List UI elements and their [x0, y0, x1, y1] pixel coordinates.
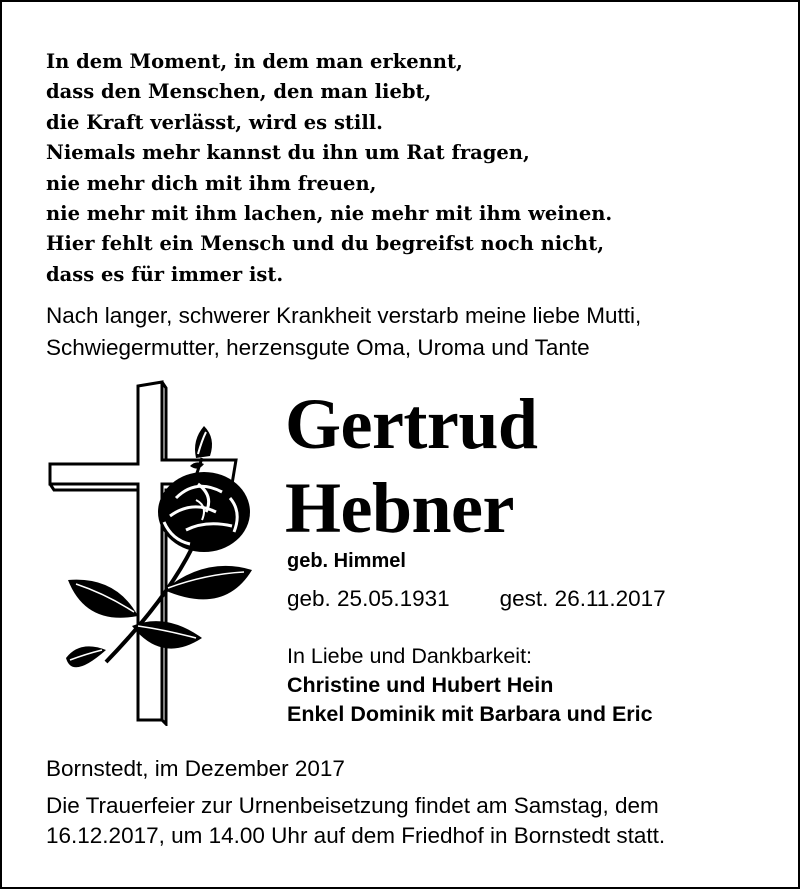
poem-line: Niemals mehr kannst du ihn um Rat fragen,	[46, 141, 530, 165]
mourners-line: Enkel Dominik mit Barbara und Eric	[287, 702, 653, 726]
birth-date: geb. 25.05.1931	[287, 586, 450, 611]
life-dates	[287, 586, 666, 612]
place-date: Bornstedt, im Dezember 2017	[46, 756, 345, 781]
mourners-heading: In Liebe und Dankbarkeit:	[287, 644, 533, 668]
last-name: Hebner	[285, 468, 514, 548]
poem-line: dass es für immer ist.	[46, 262, 284, 286]
intro-text	[46, 300, 641, 363]
poem-line: Hier fehlt ein Mensch und du begreifst noch nicht,	[46, 232, 605, 256]
intro-line: Schwiegermutter, herzensgute Oma, Uroma und Tante	[46, 334, 590, 360]
poem	[46, 47, 612, 290]
funeral-line: Die Trauerfeier zur Urnenbeisetzung findet am Samstag, dem	[46, 793, 659, 818]
first-name: Gertrud	[285, 384, 538, 464]
mourners-line: Christine und Hubert Hein	[287, 673, 554, 697]
birth-name: geb. Himmel	[287, 550, 406, 572]
funeral-line: 16.12.2017, um 14.00 Uhr auf dem Friedhof in Bornstedt statt.	[46, 823, 666, 848]
deceased-name	[285, 382, 537, 550]
intro-line: Nach langer, schwerer Krankheit verstarb meine liebe Mutti,	[46, 303, 642, 328]
poem-line: In dem Moment, in dem man erkennt,	[46, 50, 463, 73]
poem-line: nie mehr dich mit ihm freuen,	[46, 171, 377, 195]
death-date: gest. 26.11.2017	[499, 586, 666, 611]
poem-line: die Kraft verlässt, wird es still.	[46, 110, 383, 134]
mourners	[287, 642, 653, 729]
funeral-info	[46, 791, 665, 851]
poem-line: dass den Menschen, den man liebt,	[46, 80, 432, 104]
poem-line: nie mehr mit ihm lachen, nie mehr mit ihm weinen.	[46, 202, 613, 226]
cross-with-rose-icon	[46, 380, 256, 726]
